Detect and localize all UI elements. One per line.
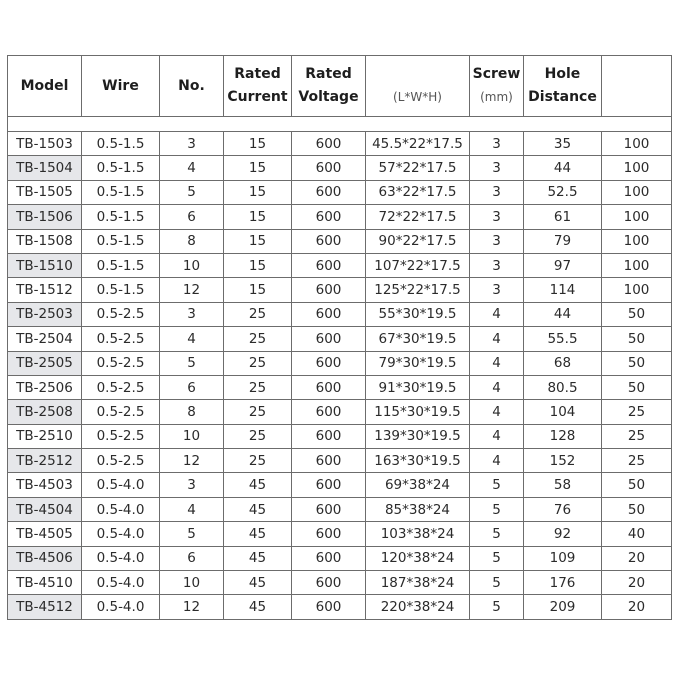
cell-quantity: 50 <box>602 302 672 326</box>
cell-no: 12 <box>160 595 224 619</box>
cell-dimensions: 163*30*19.5 <box>366 449 470 473</box>
cell-wire: 0.5-2.5 <box>82 327 160 351</box>
cell-no: 8 <box>160 400 224 424</box>
header-cell-model: Model <box>8 56 82 117</box>
cell-rated-current: 15 <box>224 180 292 204</box>
cell-no: 12 <box>160 449 224 473</box>
cell-rated-current: 25 <box>224 449 292 473</box>
cell-screw: 5 <box>470 571 524 595</box>
table-row <box>8 327 672 351</box>
header-cell-rated-voltage: Rated Voltage <box>292 56 366 117</box>
cell-wire: 0.5-1.5 <box>82 156 160 180</box>
cell-dimensions: 91*30*19.5 <box>366 375 470 399</box>
cell-rated-voltage: 600 <box>292 497 366 521</box>
table-row <box>8 473 672 497</box>
cell-hole-distance: 176 <box>524 571 602 595</box>
cell-wire: 0.5-2.5 <box>82 424 160 448</box>
cell-model: TB-2510 <box>8 424 82 448</box>
cell-model: TB-1512 <box>8 278 82 302</box>
cell-no: 4 <box>160 497 224 521</box>
cell-screw: 3 <box>470 229 524 253</box>
table-row <box>8 132 672 156</box>
cell-quantity: 25 <box>602 400 672 424</box>
cell-quantity: 100 <box>602 205 672 229</box>
cell-hole-distance: 152 <box>524 449 602 473</box>
cell-no: 5 <box>160 522 224 546</box>
cell-dimensions: 57*22*17.5 <box>366 156 470 180</box>
spacer-row <box>8 117 672 132</box>
cell-screw: 5 <box>470 497 524 521</box>
cell-model: TB-4510 <box>8 571 82 595</box>
cell-quantity: 100 <box>602 253 672 277</box>
cell-hole-distance: 104 <box>524 400 602 424</box>
cell-rated-current: 25 <box>224 375 292 399</box>
table-row <box>8 205 672 229</box>
table-row <box>8 156 672 180</box>
header-cell-rated-current: Rated Current <box>224 56 292 117</box>
cell-dimensions: 115*30*19.5 <box>366 400 470 424</box>
cell-wire: 0.5-1.5 <box>82 132 160 156</box>
cell-screw: 4 <box>470 327 524 351</box>
cell-quantity: 100 <box>602 229 672 253</box>
cell-model: TB-4512 <box>8 595 82 619</box>
cell-rated-voltage: 600 <box>292 375 366 399</box>
cell-wire: 0.5-1.5 <box>82 205 160 229</box>
cell-wire: 0.5-2.5 <box>82 351 160 375</box>
cell-model: TB-2504 <box>8 327 82 351</box>
cell-model: TB-1506 <box>8 205 82 229</box>
table-row <box>8 497 672 521</box>
header-cell-wire: Wire <box>82 56 160 117</box>
cell-dimensions: 79*30*19.5 <box>366 351 470 375</box>
cell-hole-distance: 52.5 <box>524 180 602 204</box>
cell-quantity: 40 <box>602 522 672 546</box>
cell-rated-current: 45 <box>224 571 292 595</box>
table-row <box>8 278 672 302</box>
cell-no: 3 <box>160 302 224 326</box>
table-row <box>8 351 672 375</box>
cell-dimensions: 55*30*19.5 <box>366 302 470 326</box>
cell-hole-distance: 209 <box>524 595 602 619</box>
cell-wire: 0.5-4.0 <box>82 473 160 497</box>
header-cell-dimensions: (L*W*H) <box>366 56 470 117</box>
cell-quantity: 100 <box>602 156 672 180</box>
cell-screw: 4 <box>470 424 524 448</box>
cell-no: 10 <box>160 424 224 448</box>
cell-model: TB-4506 <box>8 546 82 570</box>
cell-model: TB-2512 <box>8 449 82 473</box>
cell-dimensions: 103*38*24 <box>366 522 470 546</box>
cell-dimensions: 187*38*24 <box>366 571 470 595</box>
cell-wire: 0.5-4.0 <box>82 546 160 570</box>
cell-hole-distance: 79 <box>524 229 602 253</box>
cell-hole-distance: 55.5 <box>524 327 602 351</box>
cell-rated-current: 25 <box>224 400 292 424</box>
cell-rated-voltage: 600 <box>292 351 366 375</box>
header-row <box>8 56 672 117</box>
cell-rated-current: 15 <box>224 253 292 277</box>
cell-dimensions: 125*22*17.5 <box>366 278 470 302</box>
cell-rated-current: 45 <box>224 546 292 570</box>
cell-dimensions: 63*22*17.5 <box>366 180 470 204</box>
cell-hole-distance: 61 <box>524 205 602 229</box>
header-cell-no: No. <box>160 56 224 117</box>
cell-hole-distance: 97 <box>524 253 602 277</box>
cell-screw: 4 <box>470 302 524 326</box>
cell-screw: 4 <box>470 449 524 473</box>
cell-dimensions: 67*30*19.5 <box>366 327 470 351</box>
cell-rated-current: 45 <box>224 595 292 619</box>
cell-hole-distance: 109 <box>524 546 602 570</box>
cell-hole-distance: 114 <box>524 278 602 302</box>
cell-model: TB-2505 <box>8 351 82 375</box>
cell-rated-current: 45 <box>224 497 292 521</box>
cell-rated-current: 25 <box>224 424 292 448</box>
cell-rated-voltage: 600 <box>292 327 366 351</box>
cell-hole-distance: 68 <box>524 351 602 375</box>
table-row <box>8 449 672 473</box>
cell-no: 10 <box>160 571 224 595</box>
cell-screw: 5 <box>470 522 524 546</box>
table-row <box>8 424 672 448</box>
cell-dimensions: 139*30*19.5 <box>366 424 470 448</box>
cell-rated-voltage: 600 <box>292 449 366 473</box>
cell-hole-distance: 128 <box>524 424 602 448</box>
cell-dimensions: 220*38*24 <box>366 595 470 619</box>
cell-screw: 3 <box>470 205 524 229</box>
cell-wire: 0.5-1.5 <box>82 278 160 302</box>
cell-dimensions: 85*38*24 <box>366 497 470 521</box>
cell-rated-current: 15 <box>224 229 292 253</box>
cell-rated-current: 15 <box>224 278 292 302</box>
cell-rated-current: 25 <box>224 351 292 375</box>
cell-dimensions: 90*22*17.5 <box>366 229 470 253</box>
cell-quantity: 50 <box>602 473 672 497</box>
cell-hole-distance: 80.5 <box>524 375 602 399</box>
cell-model: TB-4503 <box>8 473 82 497</box>
table-row <box>8 229 672 253</box>
table-row <box>8 571 672 595</box>
table-row <box>8 595 672 619</box>
cell-quantity: 50 <box>602 497 672 521</box>
cell-no: 10 <box>160 253 224 277</box>
cell-no: 6 <box>160 375 224 399</box>
cell-rated-current: 15 <box>224 205 292 229</box>
cell-wire: 0.5-4.0 <box>82 497 160 521</box>
cell-no: 5 <box>160 351 224 375</box>
cell-wire: 0.5-1.5 <box>82 180 160 204</box>
cell-hole-distance: 44 <box>524 302 602 326</box>
cell-model: TB-4505 <box>8 522 82 546</box>
table-row <box>8 400 672 424</box>
cell-screw: 4 <box>470 400 524 424</box>
cell-quantity: 20 <box>602 546 672 570</box>
cell-quantity: 100 <box>602 278 672 302</box>
table-row <box>8 253 672 277</box>
cell-rated-voltage: 600 <box>292 546 366 570</box>
cell-no: 3 <box>160 132 224 156</box>
cell-screw: 3 <box>470 132 524 156</box>
header-cell-hole-distance: Hole Distance <box>524 56 602 117</box>
cell-quantity: 20 <box>602 595 672 619</box>
cell-rated-voltage: 600 <box>292 424 366 448</box>
cell-hole-distance: 92 <box>524 522 602 546</box>
cell-model: TB-1504 <box>8 156 82 180</box>
cell-screw: 3 <box>470 156 524 180</box>
cell-dimensions: 69*38*24 <box>366 473 470 497</box>
cell-screw: 4 <box>470 351 524 375</box>
cell-rated-voltage: 600 <box>292 571 366 595</box>
cell-quantity: 50 <box>602 327 672 351</box>
cell-dimensions: 120*38*24 <box>366 546 470 570</box>
table-row <box>8 546 672 570</box>
cell-wire: 0.5-1.5 <box>82 229 160 253</box>
cell-screw: 5 <box>470 473 524 497</box>
cell-dimensions: 107*22*17.5 <box>366 253 470 277</box>
cell-dimensions: 45.5*22*17.5 <box>366 132 470 156</box>
cell-model: TB-4504 <box>8 497 82 521</box>
cell-rated-current: 15 <box>224 132 292 156</box>
cell-rated-current: 25 <box>224 327 292 351</box>
cell-wire: 0.5-4.0 <box>82 571 160 595</box>
cell-wire: 0.5-4.0 <box>82 522 160 546</box>
header-cell-blank <box>602 56 672 117</box>
cell-rated-current: 45 <box>224 473 292 497</box>
cell-wire: 0.5-4.0 <box>82 595 160 619</box>
table-row <box>8 375 672 399</box>
table-row <box>8 180 672 204</box>
cell-no: 4 <box>160 327 224 351</box>
cell-wire: 0.5-2.5 <box>82 400 160 424</box>
cell-dimensions: 72*22*17.5 <box>366 205 470 229</box>
cell-rated-voltage: 600 <box>292 400 366 424</box>
cell-rated-current: 15 <box>224 156 292 180</box>
cell-quantity: 20 <box>602 571 672 595</box>
cell-model: TB-2508 <box>8 400 82 424</box>
cell-wire: 0.5-2.5 <box>82 375 160 399</box>
cell-rated-current: 45 <box>224 522 292 546</box>
cell-no: 6 <box>160 546 224 570</box>
cell-rated-voltage: 600 <box>292 473 366 497</box>
cell-model: TB-2506 <box>8 375 82 399</box>
cell-rated-voltage: 600 <box>292 522 366 546</box>
cell-hole-distance: 76 <box>524 497 602 521</box>
cell-model: TB-1508 <box>8 229 82 253</box>
cell-wire: 0.5-2.5 <box>82 302 160 326</box>
cell-quantity: 100 <box>602 180 672 204</box>
cell-no: 3 <box>160 473 224 497</box>
table-row <box>8 522 672 546</box>
cell-quantity: 25 <box>602 449 672 473</box>
cell-rated-voltage: 600 <box>292 278 366 302</box>
cell-hole-distance: 35 <box>524 132 602 156</box>
cell-no: 5 <box>160 180 224 204</box>
cell-screw: 3 <box>470 253 524 277</box>
cell-screw: 5 <box>470 595 524 619</box>
header-cell-screw: Screw (mm) <box>470 56 524 117</box>
cell-rated-voltage: 600 <box>292 156 366 180</box>
cell-rated-voltage: 600 <box>292 132 366 156</box>
cell-wire: 0.5-1.5 <box>82 253 160 277</box>
cell-quantity: 50 <box>602 351 672 375</box>
cell-quantity: 100 <box>602 132 672 156</box>
cell-model: TB-1510 <box>8 253 82 277</box>
cell-quantity: 25 <box>602 424 672 448</box>
cell-quantity: 50 <box>602 375 672 399</box>
cell-screw: 5 <box>470 546 524 570</box>
cell-no: 8 <box>160 229 224 253</box>
cell-rated-voltage: 600 <box>292 229 366 253</box>
cell-no: 4 <box>160 156 224 180</box>
cell-model: TB-1503 <box>8 132 82 156</box>
cell-rated-voltage: 600 <box>292 253 366 277</box>
cell-rated-voltage: 600 <box>292 302 366 326</box>
table-body <box>8 132 672 620</box>
cell-model: TB-2503 <box>8 302 82 326</box>
cell-rated-voltage: 600 <box>292 180 366 204</box>
cell-screw: 3 <box>470 278 524 302</box>
cell-wire: 0.5-2.5 <box>82 449 160 473</box>
cell-no: 6 <box>160 205 224 229</box>
cell-rated-current: 25 <box>224 302 292 326</box>
spec-table <box>7 55 672 620</box>
table-row <box>8 302 672 326</box>
cell-hole-distance: 44 <box>524 156 602 180</box>
cell-rated-voltage: 600 <box>292 205 366 229</box>
cell-screw: 3 <box>470 180 524 204</box>
cell-screw: 4 <box>470 375 524 399</box>
cell-model: TB-1505 <box>8 180 82 204</box>
cell-hole-distance: 58 <box>524 473 602 497</box>
cell-no: 12 <box>160 278 224 302</box>
cell-rated-voltage: 600 <box>292 595 366 619</box>
